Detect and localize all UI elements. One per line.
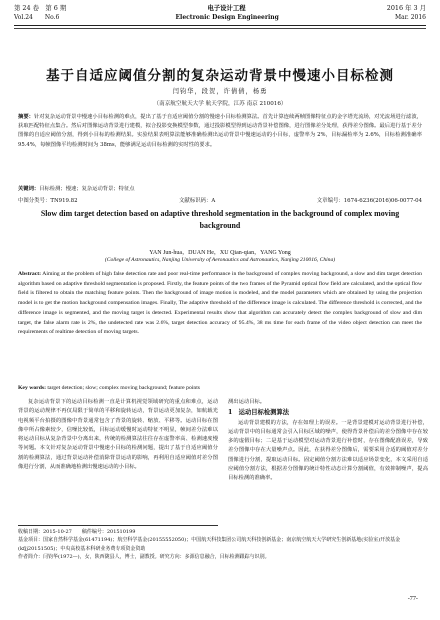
abstract-text-cn: 针对复杂运动背景中慢速小目标检测的难点，提出了基于自适应阈值分割的慢速小目标检测算法。首先计算连续两帧图像特征点的金字塔光流场，对光流场进行滤波，获取匹配特征点集合。然后对图像运动背景进行建模，拟合投影变换模型参数，通过投影模型得到运动背景补偿图像，进行图像差分处理，获得差分图像。最后进行基于差分图像的自适应阈值分割，得到小目标的检测结果。实验结果表明算法能够准确检测出运动背景中慢速运动的小目标，虚警率为 2%，目标漏检率为 2.6%，目标检测准确率 95.4%，每帧图像平均检测时间为 38ms，能够满足运动目标检测的实时性的要求。: [18, 114, 422, 148]
abstract-cn: [18, 113, 422, 150]
body-column-right: [228, 398, 428, 484]
body-column-left: [18, 398, 218, 522]
body-continuation: 测出运动目标。: [228, 399, 266, 405]
article-number: 文章编号：1674-6236(2016)06-0077-04: [316, 198, 422, 204]
volume-issue-cn: 第 24 卷 第 6 期: [14, 4, 67, 12]
abstract-label-cn: 摘要：: [18, 114, 34, 120]
footnotes: [18, 528, 422, 561]
date-en: Mar. 2016: [394, 14, 426, 21]
keywords-en: [18, 385, 422, 391]
affiliation-cn: （南京航空航天大学 航天学院，江苏 南京 210016）: [153, 101, 287, 107]
volume-issue-en: Vol.24 No.6: [14, 14, 60, 21]
authors-en: YAN Jun-hua，DUAN He，XU Qian-qian，YANG Yong: [149, 250, 291, 256]
keywords-label-en: Key words:: [18, 385, 46, 391]
body-paragraph: 运动背景建模的方法，存在如理上的误差。一是背景建模对运动背景进行补偿，运动背景中的目标通常会引入目标区域的噪声，使得背景补偿后的差分图像中存在较多的虚假目标；二是基于运动模型对运动背景进行补偿时，存在图像配准误差，导致差分图像中存在大量噪声点。因此，在获得差分图像后，需要采用合适的阈值对差分图像进行分割，提取运动目标。固定阈值分割方法难以适应场景变化，本文采用自适应阈值分割方法，根据差分图像的统计特性动态计算分割阈值，有效抑制噪声，提高目标检测的准确率。: [228, 419, 428, 482]
keywords-label-cn: 关键词：: [18, 186, 40, 192]
clc-number: 中图分类号：TN919.82: [18, 198, 78, 204]
affiliation-en: (College of Astronautics, Nanjing University of Aeronautics and Astronautics, Nanjing 210016, China): [104, 257, 336, 263]
journal-header: [14, 4, 426, 38]
article-title-cn: 基于自适应阈值分割的复杂运动背景中慢速小目标检测: [46, 68, 394, 84]
abstract-en: [18, 270, 422, 338]
authors-cn: 闫钧华，段贺，许倩倩，杨勇: [172, 88, 268, 95]
keywords-text-en: target detection; slow; complex moving background; feature points: [47, 385, 201, 391]
classification-line: [18, 196, 422, 204]
article-title-en: Slow dim target detection based on adaptive threshold segmentation in the background of complex moving background: [40, 209, 400, 230]
page-number: -77-: [407, 595, 418, 602]
keywords-cn: [18, 185, 422, 193]
footnote-rule: [18, 525, 218, 526]
journal-name-cn: 电子设计工程: [207, 4, 246, 12]
section-heading: 1 运动目标检测算法: [228, 409, 290, 417]
journal-name-en: Electronic Design Engineering: [175, 14, 279, 21]
header-rule-thin: [14, 28, 426, 29]
document-code: 文献标识码：A: [179, 198, 216, 204]
keywords-text-cn: 目标检测；慢速；复杂运动背景；特征点: [39, 186, 135, 192]
footnote-author: 作者简介：闫钧华(1972—)，女，陕西陇县人，博士，副教授。研究方向：多源信息融合，目标检测跟踪与识别。: [18, 553, 270, 560]
date-cn: 2016 年 3 月: [386, 4, 426, 12]
header-rule-thick: [14, 25, 426, 26]
body-paragraph: 复杂运动背景下的运动目标检测一直是计算机视觉领域研究的重点和难点，运动背景的运动规律不再仅局限于简单的平移和旋转运动，背景运动更加复杂，如航载光电视频平台拍摄的图像中背景通常包含了背景的旋转、缩放、平移等。运动目标在图像中所占像素较少，信噪比较低，目标运动缓慢时运动特征不明显，帧间差分法难以将运动目标从复杂背景中分离出来，传统的检测算法往往存在虚警率高、检测速度慢等问题。本文针对复杂运动背景中慢速小目标的检测问题，提出了基于自适应阈值分割的检测算法，通过背景运动补偿消除背景运动的影响，再利用自适应阈值对差分图像进行分割，从而准确地检测出慢速运动的小目标。: [18, 399, 218, 471]
abstract-text-en: Aiming at the problem of high false detection rate and poor real-time performance in the background of complex moving background, a slow and dim target detection algorithm based on adaptive threshold segmentation is proposed. Firstly, the feature points of the two frames of the Pyramid optical flow field are calculated, and the optical flow field is filtered to obtain the matching feature points. Then the background of image motion is modeled, and the model parameters which are obtained by using the projection model is to get the motion background compensation images. Finally, The adaptive threshold of the difference image is calculated. The difference threshold is corrected, and the difference image is segmented, and the moving target is detected. Experimental results show that algorithm can accurately detect the complex background of slow and dim target, the false alarm rate is 2%, the undetected rate was 2.6%, target detection accuracy of 95.4%, 38 ms time for each frame of the video object detection can meet the requirements of realtime detection of moving targets.: [18, 271, 423, 336]
footnote-received: 收稿日期：2015-10-27 稿件编号：201510199: [18, 529, 136, 535]
abstract-label-en: Abstract:: [18, 271, 42, 277]
footnote-fund: 基金项目：国家自然科学基金(61471194)；航空科学基金(20155552050)；中国航天科技集团公司航天科技创新基金；南京航空航天大学研究生创新基地(实验室)开放基金(kfjj20151505)；中央高校基本科研业务费专项资金资助: [18, 537, 401, 552]
